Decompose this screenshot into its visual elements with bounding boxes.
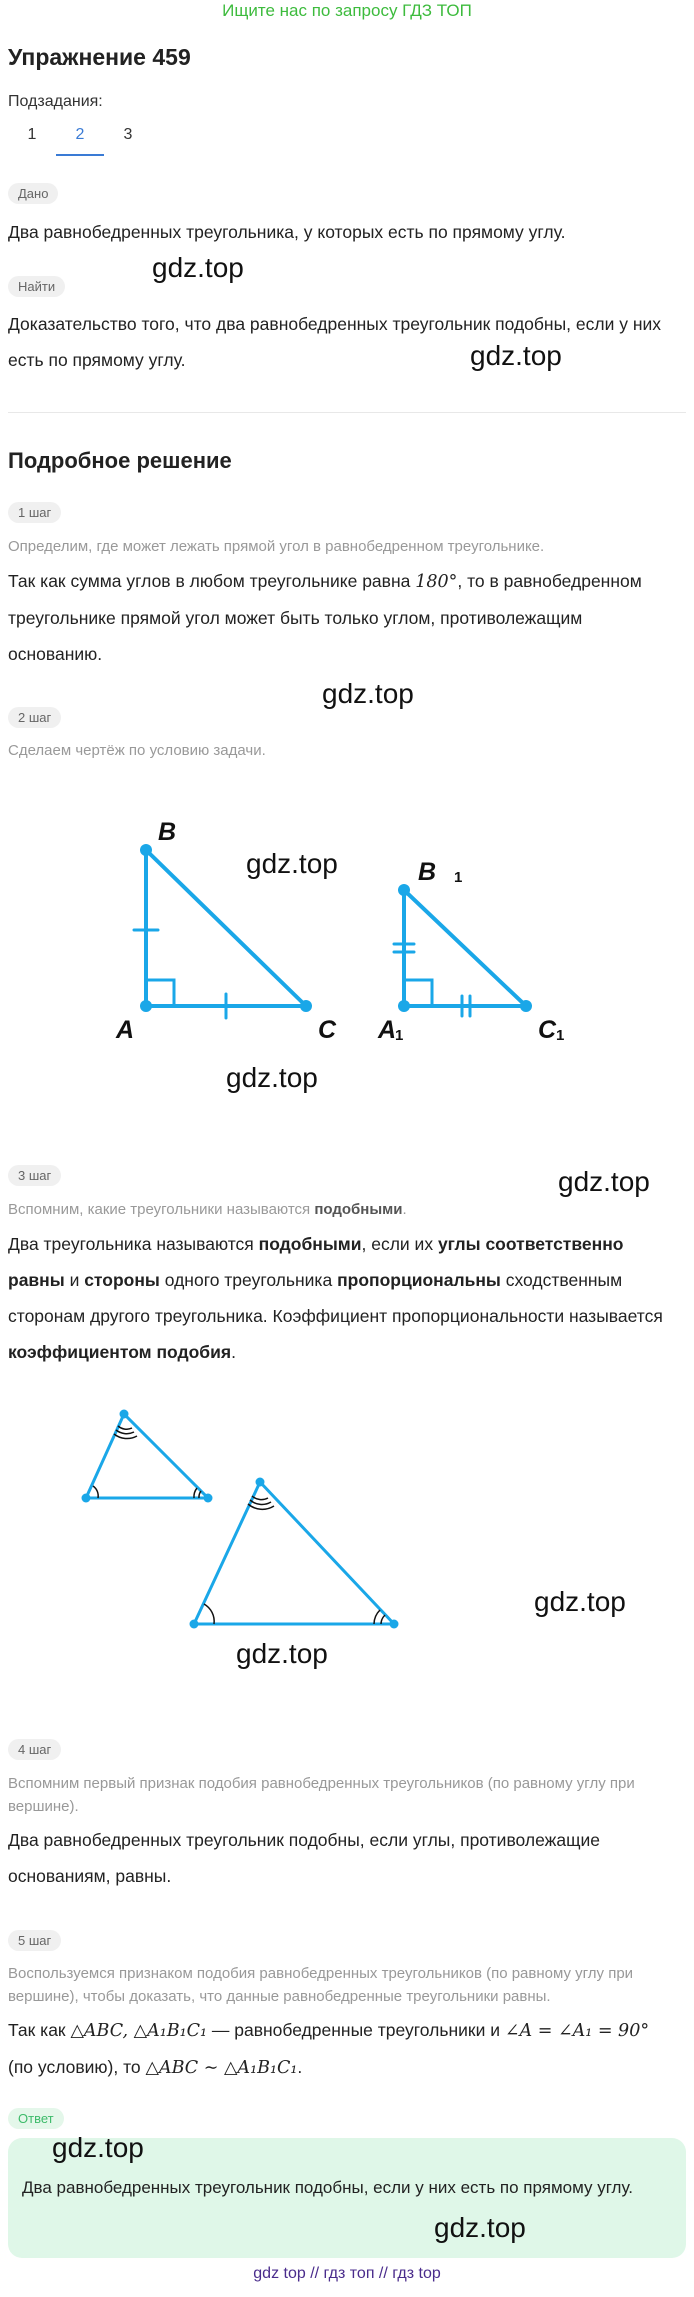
step-3-text: Два треугольника называются подобными, если их углы соответственно равны и стороны одного треугольника пропорциональны сходственным сторонам другого треугольника. Коэффициент пропорциональности называется коэффициентом подобия. [8,1234,663,1362]
tab-3[interactable]: 3 [123,126,133,143]
side-b1c1 [404,890,526,1006]
step-5-text: Так как △ABC, △A₁B₁C₁ — равнобедренные треугольники и ∠A = ∠A₁ = 90° (по условию), то △ABC ∼ △A₁B₁C₁. [8,2020,650,2078]
step-1-chip: 1 шаг [8,502,61,523]
watermark: gdz.top [322,678,414,709]
label-c1-index: 1 [556,1027,565,1044]
answer-chip: Ответ [8,2108,64,2129]
watermark: gdz.top [534,1586,626,1617]
watermark: gdz.top [434,2212,526,2243]
footer-links[interactable]: gdz top // гдз топ // гдз top [253,2265,441,2282]
vertex-point [300,1000,312,1012]
subtask-tabs [8,122,152,156]
vertex-point [520,1000,532,1012]
angle-arc [204,1604,214,1624]
step-5-chip: 5 шаг [8,1930,61,1951]
large-triangle [194,1482,394,1624]
given-chip: Дано [8,183,58,204]
label-a: A [116,1016,135,1044]
watermark: gdz.top [52,2132,144,2163]
find-chip: Найти [8,276,65,297]
label-c: C [318,1016,337,1044]
angle-arc [250,1500,271,1504]
step-1-hint: Определим, где может лежать прямой угол в равнобедренном треугольнике. [8,538,545,555]
step-2-chip: 2 шаг [8,707,61,728]
vertex-point [190,1620,199,1629]
angle-arc [114,1434,137,1439]
tab-1[interactable]: 1 [27,126,37,143]
vertex-point [398,884,410,896]
step-2-hint: Сделаем чертёж по условию задачи. [8,742,266,759]
triangles-figure [0,790,694,1120]
label-b1-index: 1 [454,869,463,886]
angle-arc [374,1610,380,1624]
vertex-point [120,1410,129,1419]
divider [8,412,686,413]
vertex-point [256,1478,265,1487]
angle-arc [93,1486,98,1498]
vertex-point [204,1494,213,1503]
watermark: gdz.top [152,252,244,283]
step-4-hint: Вспомним первый признак подобия равнобедренных треугольников (по равному углу при вершине). [8,1775,635,1815]
given-text: Два равнобедренных треугольника, у которых есть по прямому углу. [8,222,566,242]
answer-text: Два равнобедренных треугольник подобны, если у них есть по прямому углу. [22,2178,633,2197]
vertex-point [398,1000,410,1012]
watermark: gdz.top [246,848,338,879]
label-b: B [158,818,177,846]
tab-2[interactable]: 2 [56,122,104,156]
watermark: gdz.top [226,1062,318,1093]
top-banner[interactable]: Ищите нас по запросу ГДЗ ТОП [222,1,472,20]
step-3-chip: 3 шаг [8,1165,61,1186]
vertex-point [82,1494,91,1503]
step-1-text: Так как сумма углов в любом треугольнике равна 180°, то в равнобедренном треугольнике прямой угол может быть только углом, противолежащим основанию. [8,571,642,664]
label-a1-index: 1 [395,1027,404,1044]
small-triangle [86,1414,208,1498]
angle-arc [118,1426,132,1429]
watermark: gdz.top [558,1166,650,1197]
vertex-point [140,1000,152,1012]
vertex-point [390,1620,399,1629]
label-a1: A [378,1016,397,1044]
angle-arc [116,1430,134,1434]
angle-sum-value: 180° [415,572,458,592]
step-5-hint: Воспользуемся признаком подобия равнобедренных треугольников (по равному углу при вершине), чтобы доказать, что данные равнобедренные треугольники равны. [8,1965,634,2005]
watermark: gdz.top [236,1638,328,1669]
label-c1: C [538,1016,557,1044]
solution-heading: Подробное решение [8,448,232,473]
watermark: gdz.top [470,340,562,371]
vertex-point [140,844,152,856]
step-3-hint: Вспомним, какие треугольники называются подобными. [8,1201,407,1218]
find-text: Доказательство того, что два равнобедренных треугольник подобны, если у них есть по прямому углу. [8,314,662,370]
step-4-chip: 4 шаг [8,1739,61,1760]
page-title: Упражнение 459 [8,44,191,70]
label-b1: B [418,858,437,886]
step-4-text: Два равнобедренных треугольник подобны, если углы, противолежащие основаниям, равны. [8,1830,600,1886]
subtasks-label: Подзадания: [8,93,103,110]
